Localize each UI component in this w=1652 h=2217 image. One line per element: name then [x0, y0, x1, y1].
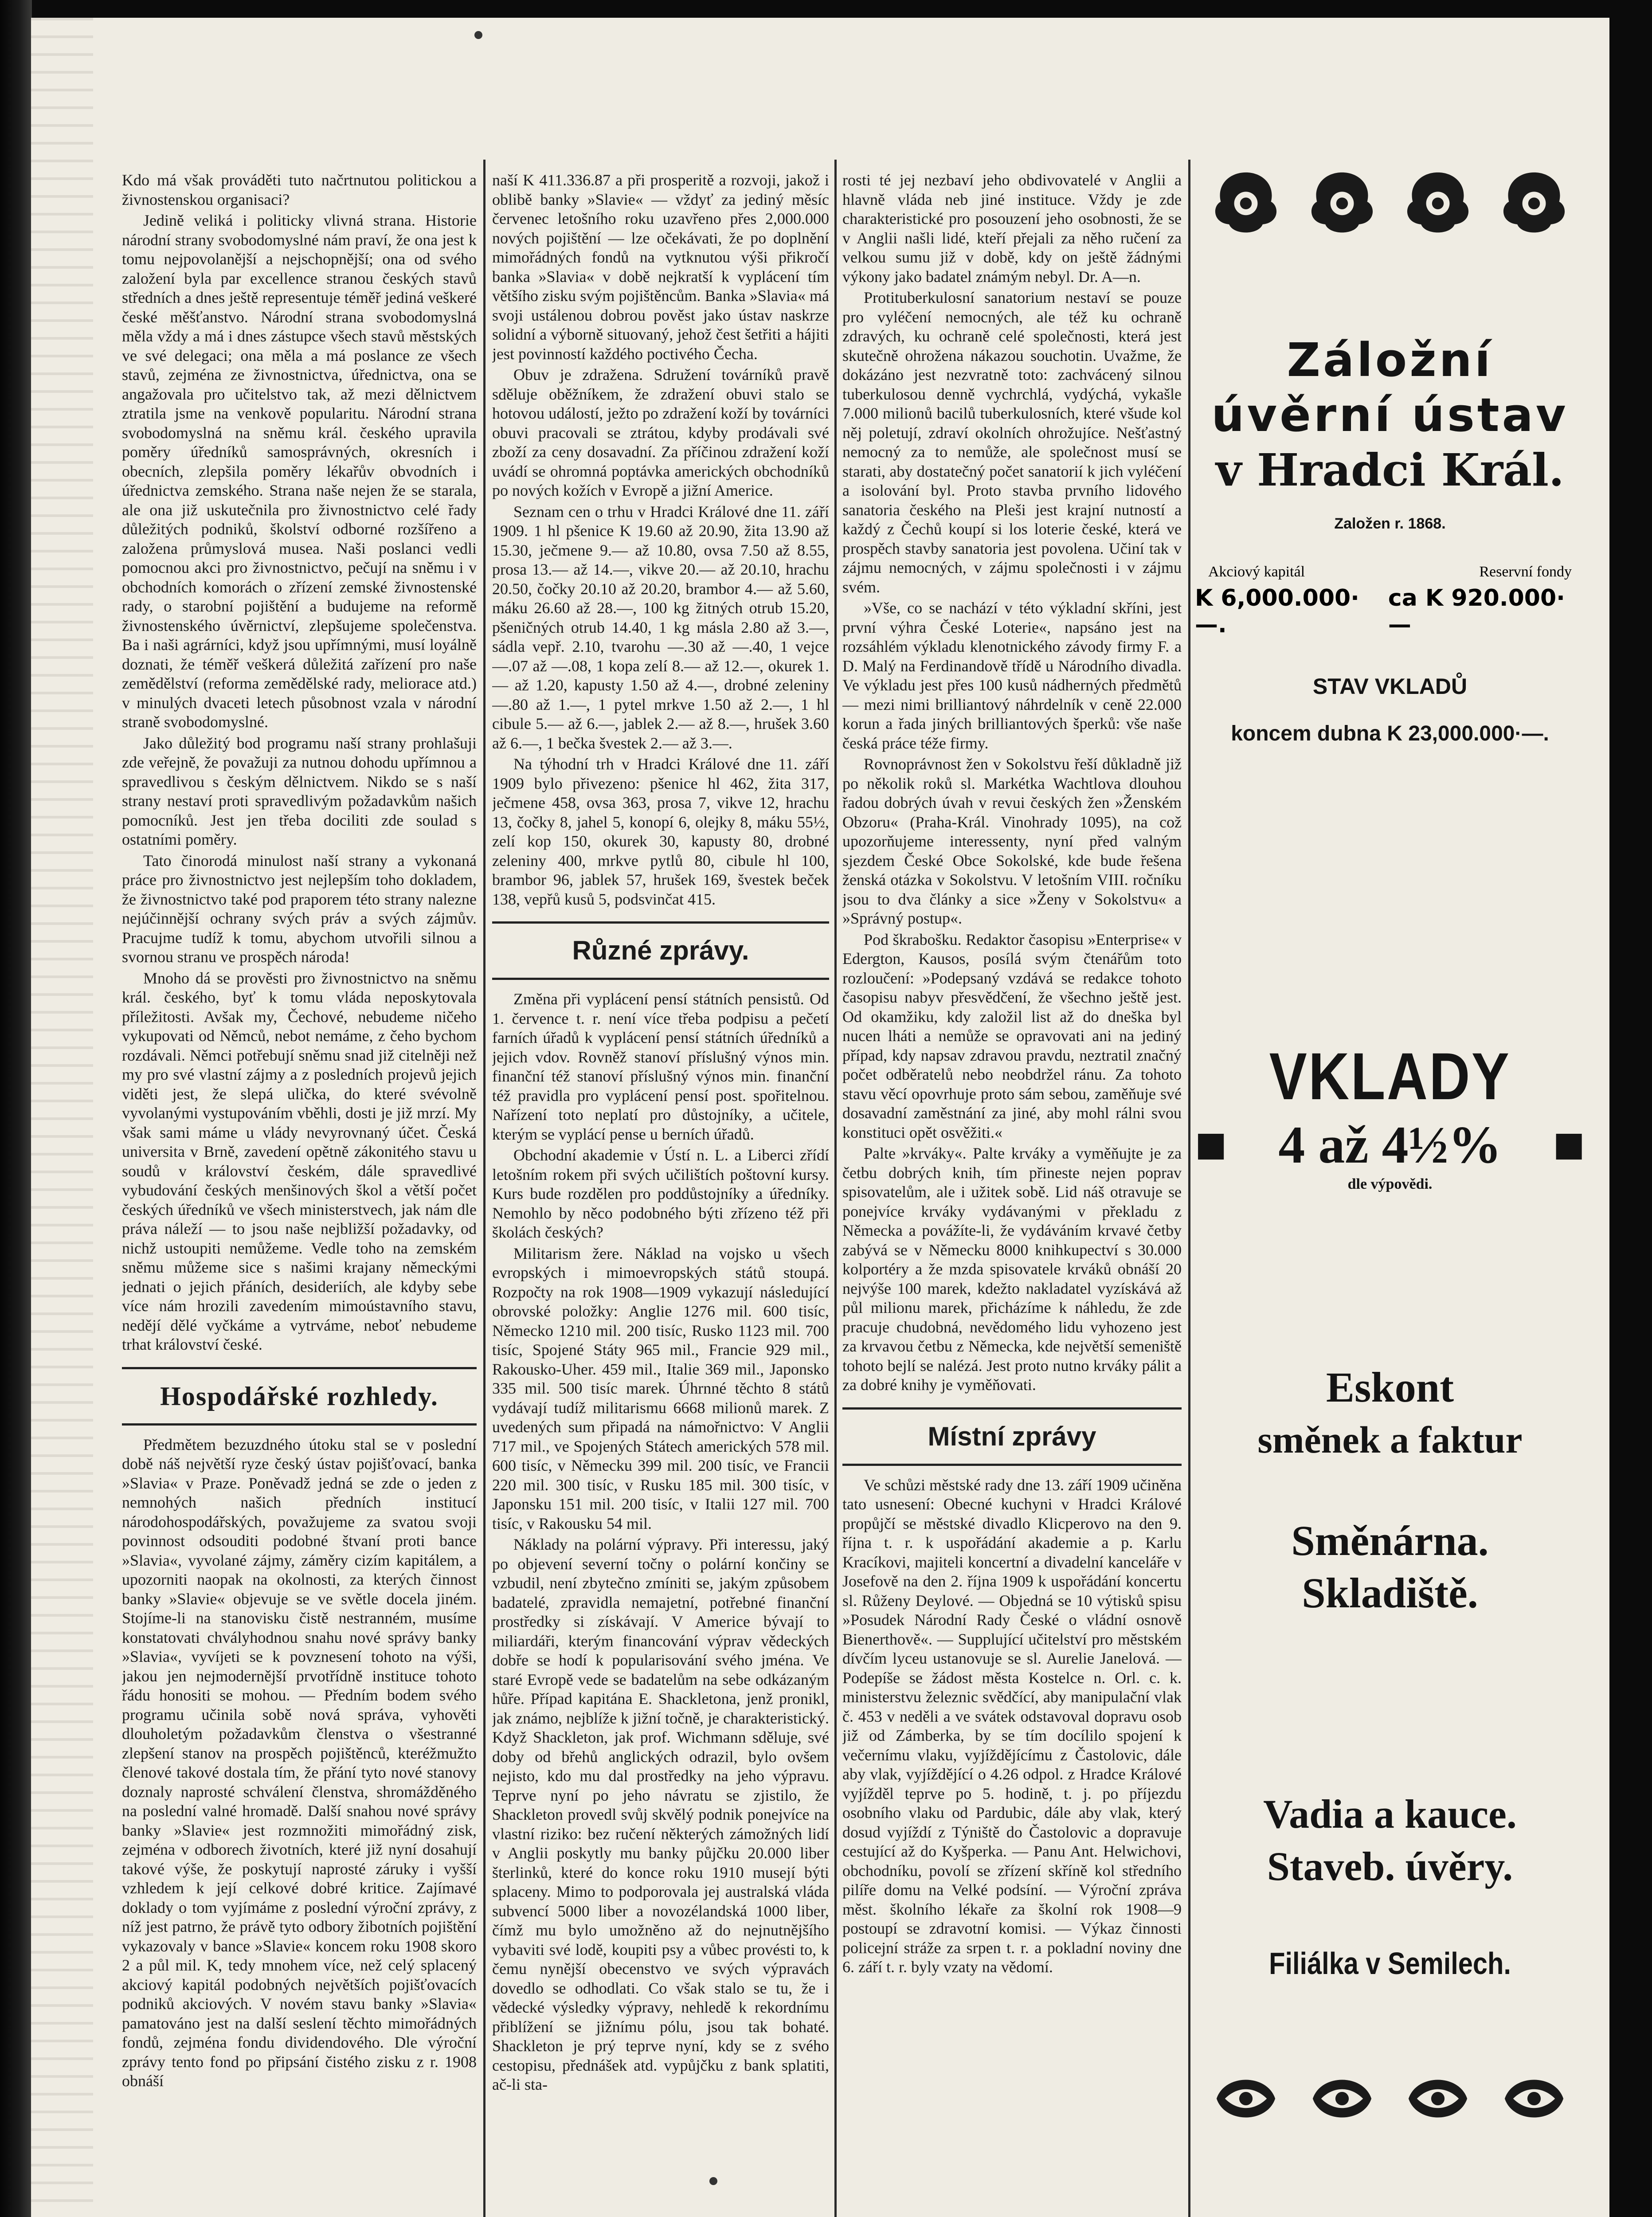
column-3	[842, 171, 1182, 2217]
smenarna: Směnárna.	[1291, 1517, 1489, 1564]
paragraph: Obchodní akademie v Ústí n. L. a Liberci zřídí letošním rokem při svých učilištích poštovní kursy. Kurs bude rozdělen pro poddůstojníky a úředníky. Nemohlo by něco podobného býti zřízeno též při školách českých?	[492, 1146, 829, 1241]
reserve-value: ca K 920.000·—	[1388, 585, 1565, 638]
skladiste: Skladiště.	[1302, 1569, 1478, 1617]
ornament-top-icon	[1204, 164, 1576, 239]
rate-line	[1195, 1114, 1585, 1176]
capital-values	[1195, 580, 1585, 638]
paragraph: Protituberkulosní sanatorium nestaví se pouze pro vyléčení nemocných, ale též ku ochraně zdravých, ku ochraně celé společnosti, která jest skutečně ohrožena nákazou souchotin. Uvažme, že dokázáno jest nezvratně toto: zachvácený silnou tuberkulosou denně vychrchlá, vydýchá, vykašle 7.000 milionů bacilů tuberkulosních, které všude kol něj poletují, zdraví okolních ohrožujíce. Nešťastný nemocný za to nemůže, ale společnost musí se starati, aby dostatečný počet sanatorií k jich vyléčení a isolování byl. Proto stavba prvního lidového sanatoria českého na Pleši jest krajní nutností a každý z Čechů koupí si los loterie české, která ve prospěch stavby sanatoria jest povolena. Učiní tak v zájmu nemocných, v zájmu společnosti i v zájmu svém.	[842, 289, 1182, 596]
paragraph: Mnoho dá se prověsti pro živnostnictvo na sněmu král. českého, byť k tomu vláda neposkytovala příležitosti. Avšak my, Čechové, nebudeme ničeho vykupovati od Němců, nebot nemáme, z čeho bychom rozdávali. Němci potřebují sněmu snad již citelněji než my pro své vlastní zájmy a z posledních projevů jejich viděti jest, že slepá ulička, do které svévolně vyvolanými vystupováním vběhli, dosti je již mrzí. My však sami máme u vlády nevyrovnaný účet. Česká universita v Brně, zavedení opětně zákonitého stavu u soudů v království českém, dále spravedlivé vybudování českých menšinových škol a větší počet českých úředníků ve všech ministerstvech, jak nám dle práva náleží — to jsou naše nejbližší požadavky, od nichž ustoupiti nemůžeme. Vedle toho na zemském sněmu můžeme sice s našimi krajany německými jednati o jejich přáních, desideriích, ale kdyby sebe více nám hrozili zavedením mimoústavního stavu, nedějí dělé vyčkáme a vytrváme, neboť nebudeme trhat království české.	[122, 969, 477, 1353]
newspaper-page	[31, 18, 1609, 2217]
section-heading-ruzne: Různé zprávy.	[492, 921, 829, 980]
capital-labels	[1195, 564, 1585, 580]
paragraph: Rovnoprávnost žen v Sokolstvu řeší důkladně již po několik roků sl. Markétka Wachtlova dlouhou řadou dobrých úvah v revui českých žen »Ženském Obzoru« (Praha-Král. Vinohrady 1095), na což upozorňujeme interessenty, nyní před valným sjezdem České Obce Sokolské, kde bude řešena ženská otázka v Sokolstvu. V letošním VIII. ročníku jsou to dva články a sice »Ženy v Sokolstvu« a »Správný postup«.	[842, 755, 1182, 927]
interest-rate: 4 až 4½%	[1278, 1115, 1502, 1174]
bank-name-line1: Záložní	[1287, 333, 1493, 387]
paragraph: naší K 411.336.87 a při prosperitě a rozvoji, jakož i oblibě banky »Slavie« — vždyť za jediný měsíc červenec letošního roku uzavřeno přes 2,000.000 nových pojištění — lze očekávati, že po doplnění mimořádných fondů na vytknutou výši přikročí banka »Slavia« v době nejkratší k vyplácení tím většího zisku svým pojištěncům. Banka »Slavia« má svoji ustálenou dobrou pověst jako ústav naskrze solidní a výborně situovaný, jehož čest šetřiti a hájiti jest povinností každého poctivého Čecha.	[492, 171, 829, 363]
rate-bullet-icon: ■	[1553, 1115, 1585, 1174]
ornament-leaf-icon	[1492, 2061, 1576, 2136]
column-rule	[834, 160, 837, 2217]
vadia-line: Vadia a kauce.	[1263, 1791, 1517, 1837]
previous-page-edge	[31, 18, 93, 2217]
paragraph: Na týhodní trh v Hradci Králové dne 11. září 1909 bylo přivezeno: pšenice hl 462, žita 317, ječmene 458, ovsa 363, prosa 7, vikve 12, hrachu 13, čočky 8, jahel 5, konopí 6, olejky 8, máku 55½, zelí kop 150, okurek 30, kapusty 80, drobné zeleniny 400, mrkve pytlů 80, cibule hl 100, brambor 96, jablek 57, hrušek 169, švestek beček 138, vepřů kusů 5, podsvinčat 415.	[492, 755, 829, 908]
rate-bullet-icon: ■	[1195, 1115, 1227, 1174]
eskont-line1: Eskont	[1326, 1363, 1454, 1411]
paragraph: Jedině veliká i politicky vlivná strana. Historie národní strany svobodomyslné nám praví, že ona jest k tomu nejpovolanější a nejschopnější; ona od svého založení byla par excellence stranou českých stavů středních a dnes ještě representuje téměř jediná veškeré české měšťanstvo. Národní strana svobodomyslná měla vždy a má i dnes zástupce všech stavů městských ve své delegaci; ona měla a má poslance ze všech stavů, zejména ze živnostnictva, úřednictva, ona se angažovala pro učitelstvo tak, až mezi dělnictvem ztratila jsme na venkově popularitu. Národní strana svobodomyslná na sněmu král. českého upravila poměry úředníků samosprávných, okresních i obecních, zlepšila poměry lékařův obvodních i úřednictva zemského. Strana naše nejen že se starala, ale ona již uskutečnila pro živnostnictvo celé řady důležitých podniků, školství odborné rozšířeno a založena průmyslová musea. Naši poslanci vedli pomocnou akci pro živnostnictvo, pečují na sněmu i v obchodních komorách o zřízení zemské živnostenské rady, o starobní pojištění a budujeme na reformě živnostenského úvěrnictví, zlepšujeme společenstva. Ba i naši agrárníci, když jsou upřímnými, musí loyálně doznati, že téměř veškerá důležitá zařízení pro naše zemědělství (reforma zemědělské rady, meliorace atd.) v minulých dvaceti letech působnost vzala v národní straně svobodomyslné.	[122, 212, 477, 731]
ornament-leaf-icon	[1204, 2061, 1288, 2136]
paragraph: Obuv je zdražena. Sdružení továrníků pravě sděluje oběžníkem, že zdražení obuvi stalo se hotovou událostí, ježto po zdražení koží by továrníci obuvi pracovali se ztrátou, kdyby prodávali své zboží za ceny dosavadní. Za příčinou zdražení koží uvádí se ohromná poptávka amerických obchodníků po nových kožích v Evropě a jižní Americe.	[492, 366, 829, 499]
vklady-heading: VKLADY	[1269, 1039, 1511, 1113]
ornament-leaf-icon	[1300, 2061, 1384, 2136]
filialka-line: Filiálka v Semilech.	[1269, 1946, 1511, 1981]
deposits-value: koncem dubna K 23,000.000·—.	[1231, 722, 1549, 745]
reserve-label: Reservní fondy	[1479, 564, 1572, 580]
ornament-leaf-icon	[1396, 2061, 1480, 2136]
capital-value: K 6,000.000·—.	[1195, 585, 1359, 638]
ornament-flower-icon	[1492, 164, 1576, 239]
paragraph: Militarism žere. Náklad na vojsko u všech evropských i mimoevropských států stoupá. Rozpočty na rok 1908—1909 vykazují následující obrovské položky: Anglie 1276 mil. 600 tisíc, Německo 1210 mil. 200 tisíc, Rusko 1123 mil. 700 tisíc, Spojené Státy 965 mil., Francie 929 mil., Rakousko-Uher. 459 mil., Italie 369 mil., Japonsko 335 mil. 500 tisíc marek. Úhrnné těchto 8 států vydávají tudíž militarismu 6668 milionů marek. Z uvedených sum připadá na námořnictvo: V Anglii 717 mil., ve Spojených Státech amerických 578 mil. 600 tisíc, v Německu 399 mil. 200 tisíc, ve Francii 220 mil. 300 tisíc, v Rusku 185 mil. 300 tisíc, v Japonsku 151 mil. 200 tisíc, v Italii 127 mil. 700 tisíc, v Rakousku 54 mil.	[492, 1244, 829, 1532]
paragraph: rosti té jej nezbaví jeho obdivovatelé v Anglii a hlavně vláda neb jiné instituce. Vždy je zde charakteristické pro posouzení jeho osobnosti, že se v Anglii našli lidé, kteří přejali za něho ručení za velkou sumu již v době, kdy on ještě žádnými výkony jako badatel známým nebyl. Dr. A—n.	[842, 171, 1182, 286]
paragraph: Palte »krváky«. Palte krváky a vyměňujte je za četbu dobrých knih, tím přineste nejen poprav spisovatelům, ale i užitek sobě. Lid náš otravuje se ponejvíce krváky vydávanými v překladu z Německa a povážíte-li, že vydáváním krvavé četby zabývá se v Německu 8000 knihkupectví s 30.000 kolportéry a že mzda spisovatele krváků obnáší 20 nejvýše 100 marek, kdežto nakladatel vyzískává až půl milionu marek, přicházíme k náhledu, že zde pracuje chudobná, nevědomého lidu vyhozeno jest za krvavou četbu z Německa, kde největší semeniště tohoto bejlí se nalézá. Jest proto nutno krváky pálit a za dobré knihy je vyměňovati.	[842, 1144, 1182, 1394]
bank-name-line3: v Hradci Král.	[1216, 444, 1564, 496]
rate-note: dle výpovědi.	[1347, 1176, 1433, 1192]
column-rule	[483, 160, 485, 2217]
column-2	[492, 171, 829, 2217]
ornament-flower-icon	[1204, 164, 1288, 239]
founded-text: Založen r. 1868.	[1334, 515, 1446, 532]
paragraph: »Vše, co se nachází v této výkladní skříni, jest první výhra České Loterie«, napsáno jest na rozsáhlém výkladu klenotnického závody firmy F. a D. Malý na Ferdinandově třídě u Národního divadla. Ve výkladu jest přes 100 kusů nádherných předmětů — mezi nimi brilliantový náhrdelník v ceně 22.000 korun a řada jiných brilliantových šperků: vše naše česká práce téže firmy.	[842, 599, 1182, 752]
column-1	[122, 171, 477, 2217]
scan-border	[0, 0, 32, 2217]
bank-name-line2: úvěrní ústav	[1211, 388, 1569, 442]
capital-label: Akciový kapitál	[1208, 564, 1305, 580]
paragraph: Ve schůzi městské rady dne 13. září 1909 učiněna tato usnesení: Obecné kuchyni v Hradci Králové propůjčí se městské divadlo Klicperovo na den 9. října t. r. k uspořádání akademie a p. Karlu Kracíkovi, majiteli koncertní a divadelní kanceláře v Josefově na den 2. října 1909 k uspořádání koncertu sl. Růženy Deylové. — Objedná se 10 výtisků spisu »Posudek Národní Rady České o vládní osnově Bienerthově«. — Supplující učitelství pro městském dívčím lyceu ustanovuje se sl. Aurelie Janelová. — Podepíše se žádost města Kostelce n. Orl. c. k. ministerstvu železnic svědčící, aby manipulační vlak č. 453 v neděli a ve svátek odstavoval dopravu osob již od Zámberka, by se tím docílilo spojení k večernímu vlaku, vyjíždějícímu z Častolovic, dále aby vlak, vyjíždějící o 4.26 odpol. z Hradce Králové vyjížděl teprve po 5. hodině, t. j. po příjezdu osobního vlaku od Pardubic, dále aby vlak, který dosud vyjíždí z Týniště do Častolovic a dopravuje cestující až do Kyšperka. — Panu Ant. Helwichovi, obchodníku, povolí se zřízení skříně kol středního pilíře domu na Velké podsíní. — Výroční zpráva měst. školního lékaře za školní rok 1908—9 postoupí se zdravotní komisi. — Výkaz činnosti policejní stráže za srpen t. r. a pokladní noviny dne 6. září t. r. byly vzaty na vědomí.	[842, 1476, 1182, 1976]
paragraph: Změna při vyplácení pensí státních pensistů. Od 1. července t. r. není více třeba podpisu a pečetí farních úřadů k vyplácení pensí státních úředníků a jejich vdov. Rovněž stanoví příslušný výnos min. finanční též stanoví příslušný výnos min. finanční též pravidla pro vyplácení pensí post. spořitelnou. Nařízení toto neplatí pro důstojníky, a učitele, kterým se vyplácí pense u berních úřadů.	[492, 990, 829, 1143]
paragraph: Seznam cen o trhu v Hradci Králové dne 11. září 1909. 1 hl pšenice K 19.60 až 20.90, žita 13.90 až 15.30, ječmene 9.— až 10.80, ovsa 7.50 až 8.55, prosa 13.— až 14.—, vikve 20.— až 20.10, hrachu 20.50, čočky 20.10 až 20.20, brambor 4.— až 5.60, máku 26.60 až 28.—, 100 kg žitných otrub 15.20, pšeničných otrub 14.40, 1 kg másla 2.80 až 3.—, sádla vepř. 2.10, tvarohu —.30 až —.40, 1 vejce —.07 až —.08, 1 kopa zelí 8.— až 12.—, okurek 1.— až 1.20, kapusty 1.50 až 4.—, drobné zeleniny —.80 až 1.—, 1 pytel mrkve 1.50 až 2.—, 1 hl cibule 5.— až 6.—, jablek 2.— až 8.—, hrušek 3.60 až 6.—, 1 bečka švestek 2.— až 3.—.	[492, 502, 829, 752]
eskont-line2: směnek a faktur	[1257, 1418, 1523, 1461]
section-heading-hospodarske: Hospodářské rozhledy.	[122, 1367, 477, 1426]
paragraph: Tato činorodá minulost naší strany a vykonaná práce pro živnostnictvo jest nejlepším toho dokladem, že živnostnictvo také pod praporem této strany nalezne nejúčinnější ochrany svých práv a svých zájmův. Pracujme tudíž k tomu, abychom utvořili silnou a svornou stranu ve prospěch národa!	[122, 851, 477, 966]
bank-advertisement	[1195, 164, 1585, 2217]
section-heading-mistni: Místní zprávy	[842, 1407, 1182, 1466]
paragraph: Předmětem bezuzdného útoku stal se v poslední době náš největší ryze český ústav pojišťovací, banka »Slavia« v Praze. Poněvadž jedná se zde o jeden z nemnohých našich předních institucí národohospodářských, považujeme za svatou svoji povinnost odsouditi podobné štvaní proti bance »Slavia«, vyvolané zájmy, záměry cizím kapitálem, a upozorniti naopak na okolnosti, za kterých činnost banky »Slavie« objevuje se ve světle docela jiném. Stojíme-li na stanovisku čistě nestranném, musíme konstatovati chvályhodnou snahu nové správy banky »Slavia«, vyvíjeti se k povznesení tohoto na výši, jakou jen nejmodernější prvotřídně instituce tohoto řádu honositi se mohou. — Předním bodem svého programu učinila sobě nová správa, vyhověti dlouholetým požadavkům členstva o všestranné zlepšení stanov na prospěch pojištěnců, kteréžmužto členové takové dostala tím, že přání tyto nové stanovy doznaly naprosté schválení členstva, shromážděného na poslední valné hromadě. Další snahou nové správy banky »Slavie« jest rozmnožiti mimořádný zisk, zejména v odborech životních, které již nyní dosahují takové výše, že poskytují naprosté záruky i vyšší vzhledem k její celkové dobré kritice. Zajímavé doklady o tom vyjímáme z poslední výroční zprávy, z níž jest patrno, že právě tyto odbory žibotních pojištění vykazovaly v bance »Slavie« koncem roku 1908 skoro 2 a půl mil. K, tedy mnohem více, než celý splacený akciový kapitál podobných největších pojišťovacích podniků akciových. V novém stavu banky »Slavia« pamatováno jest na další seslení těchto mimořádných fondů, zejména fondu dividendového. Dle výroční zprávy tento fond po připsání čistého zisku z r. 1908 obnáší	[122, 1435, 477, 2090]
column-rule	[1188, 160, 1190, 2217]
ornament-flower-icon	[1396, 164, 1480, 239]
ink-spot	[709, 2177, 717, 2185]
paragraph: Náklady na polární výpravy. Při interessu, jaký po objevení severní točny o polární končiny se vzbudil, není zbytečno zmíniti se, jakým způsobem badatelé, zpravidla nemajetní, potřebné finanční prostředky si získávají. V Americe bývají to miliardáři, kterým financování výprav vědeckých dobře se hodí k popularisování svého jména. Ve staré Evropě vede se badatelům na sebe odkázaným hůře. Případ kapitána E. Shackletona, jenž pronikl, jak známo, nejblíže k jižní točně, je charakteristický. Když Shackleton, jak prof. Wichmann sděluje, své doby od břehů anglických odrazil, bylo ovšem nejisto, kdo mu dal prostředky na jeho výpravu. Teprve nyní po jeho návratu se zjistilo, že Shackleton provedl svůj skvělý podnik ponejvíce na vlastní riziko: bez ručení některých zámožných lidí v Anglii poskytly mu banky půjčku 20.000 liber šterlinků, které do konce roku 1910 musejí býti splaceny. Mimo to podporovala jej australská vláda subvencí 5000 liber a novozélandská 1000 liber, čímž mu bylo umožněno až do nejnutnějšího vybaviti své lodě, koupiti psy a vůbec provésti to, k čemu nynější obecenstvo ve svých výpravách dovedlo se odhodlati. Co však stalo se tu, že i vědecké výsledky výpravy, nehledě k rekordnímu přiblížení se jižnímu pólu, jsou tak bohaté. Shackleton je prý teprve nyní, kdy se z svého cestopisu, přednášek atd. vypůjčku z bank splatiti, ač-li sta-	[492, 1535, 829, 2093]
ornament-bottom-icon	[1204, 2061, 1576, 2136]
ornament-flower-icon	[1300, 164, 1384, 239]
deposits-label: STAV VKLADŮ	[1312, 674, 1468, 699]
paragraph: Pod škrabošku. Redaktor časopisu »Enterprise« v Edergton, Kausos, posílá svým čtenářům toto rozloučení: »Podepsaný vzdává se redakce tohoto časopisu nabyv přesvědčení, že všechno ještě jest. Od okamžiku, kdy založil list až do dneška byl nucen lháti a nemůže se opravovati ani na jediný případ, kdy napsav zdravou pravdu, neztratil značný počet odběratelů nebo neobdržel ránu. Za tohoto stavu věcí opovrhuje proto sám sebou, zaměňuje své dosavadní zaměstnání za jiné, aby mohl rálni svou konstituci opět osvěžiti.«	[842, 930, 1182, 1141]
paragraph: Kdo má však prováděti tuto načrtnutou politickou a živnostenskou organisaci?	[122, 171, 477, 208]
staveb-line: Staveb. úvěry.	[1267, 1844, 1513, 1889]
paragraph: Jako důležitý bod programu naší strany prohlašuji zde veřejně, že považuji za nutnou dohodu upřímnou a spravedlivou s českým dělnictvem. Nikdo se s naší strany nestaví proti spravedlivým požadavkům našich pomocníků. Jest jen třeba dociliti zde soulad s ostatními poměry.	[122, 734, 477, 848]
ink-spot	[474, 31, 482, 39]
